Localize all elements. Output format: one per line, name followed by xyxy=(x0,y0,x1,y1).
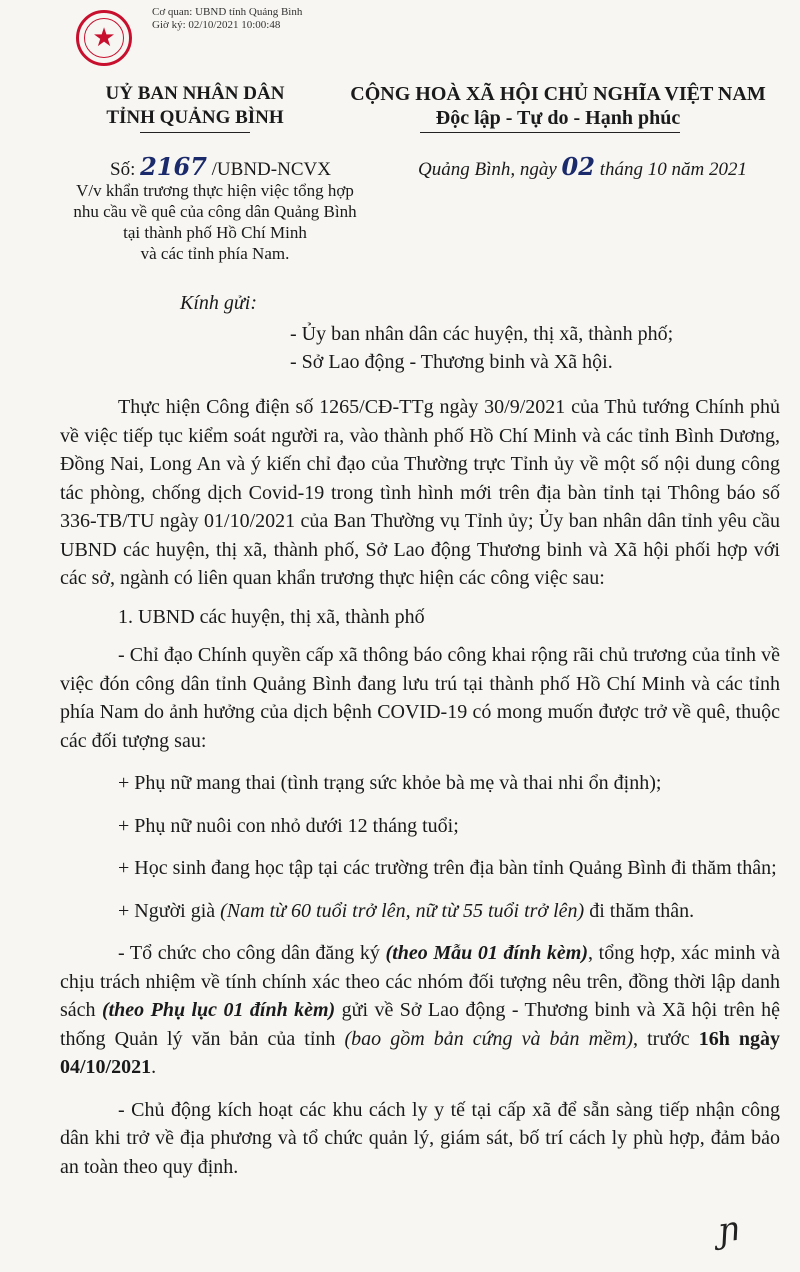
reg-text: gửi về Sở Lao động - Thương binh và Xã hội trên hệ thống Quản lý văn bản của tỉnh xyxy=(60,999,780,1050)
group-item: + Phụ nữ nuôi con nhỏ dưới 12 tháng tuổi; xyxy=(118,814,459,837)
elderly-text: + Người già xyxy=(118,899,221,922)
group-item: + Phụ nữ mang thai (tình trạng sức khỏe bà mẹ và thai nhi ổn định); xyxy=(118,772,662,794)
reg-text: , trước xyxy=(633,1027,699,1050)
paragraph-announce: - Chỉ đạo Chính quyền cấp xã thông báo công khai rộng rãi chủ trương của tỉnh về việc đón công dân tỉnh Quảng Bình đang lưu trú tại thành phố Hồ Chí Minh và các tỉnh phía Nam do ảnh hưởng của dịch bệnh COVID-19 có mong muốn được trở về quê, thuộc các đối tượng sau: xyxy=(60,644,780,752)
subject-line: tại thành phố Hồ Chí Minh xyxy=(123,223,307,242)
national-header xyxy=(338,82,778,130)
agency-line-1: UỶ BAN NHÂN DÂN xyxy=(105,83,285,104)
issuing-agency-header xyxy=(60,82,330,130)
digital-signature-info xyxy=(152,6,302,32)
document-subject xyxy=(56,180,374,264)
reg-text-end: . xyxy=(151,1056,157,1078)
doc-number-suffix: /UBND-NCVX xyxy=(206,159,331,180)
doc-number-handwritten: 2167 xyxy=(140,152,207,181)
group-item: + Học sinh đang học tập tại các trường trên địa bàn tỉnh Quảng Bình đi thăm thân; xyxy=(118,857,777,879)
paragraph-quarantine: - Chủ động kích hoạt các khu cách ly y tế tại cấp xã để sẵn sàng tiếp nhận công dân khi trở về địa phương và tổ chức quản lý, giám sát, bố trí cách ly phù hợp, đảm bảo an toàn theo quy định. xyxy=(60,1098,780,1178)
reg-text: - Tổ chức cho công dân đăng ký xyxy=(118,942,386,964)
recipient-item: - Ủy ban nhân dân các huyện, thị xã, thành phố; xyxy=(290,323,674,345)
document-body xyxy=(60,393,780,1181)
subject-line: và các tỉnh phía Nam. xyxy=(140,244,290,263)
document-date xyxy=(418,152,747,181)
reg-deadline: 16h ngày 04/10/2021 xyxy=(60,1027,780,1078)
recipient-item: - Sở Lao động - Thương binh và Xã hội. xyxy=(290,351,613,373)
group-item-elderly xyxy=(60,897,780,926)
national-title: CỘNG HOÀ XÃ HỘI CHỦ NGHĨA VIỆT NAM xyxy=(350,83,766,105)
recipients-list xyxy=(290,320,673,376)
date-day-handwritten: 02 xyxy=(561,152,595,181)
greeting: Kính gửi: xyxy=(180,292,258,314)
motto-underline xyxy=(420,132,680,133)
paragraph-registration xyxy=(60,939,780,1082)
national-motto: Độc lập - Tự do - Hạnh phúc xyxy=(435,107,681,129)
elderly-criteria: (Nam từ 60 tuổi trở lên, nữ từ 55 tuổi trở lên) xyxy=(220,899,585,922)
date-suffix: tháng 10 năm 2021 xyxy=(594,159,747,180)
agency-line-2: TỈNH QUẢNG BÌNH xyxy=(106,107,284,128)
section-heading: 1. UBND các huyện, thị xã, thành phố xyxy=(118,605,425,628)
reg-copy-note: (bao gồm bản cứng và bản mềm) xyxy=(344,1027,634,1050)
reg-text: , tổng hợp, xác minh và chịu trách nhiệm về tính chính xác theo các nhóm đối tượng nêu trên, đồng thời lập danh sách xyxy=(60,942,780,1021)
handwritten-initials: ɲ xyxy=(715,1208,743,1252)
reg-appendix-ref: (theo Phụ lục 01 đính kèm) xyxy=(101,999,336,1021)
date-prefix: Quảng Bình, ngày xyxy=(418,159,562,180)
elderly-text-end: đi thăm thân. xyxy=(584,899,695,922)
subject-line: nhu cầu về quê của công dân Quảng Bình xyxy=(73,202,357,221)
document-number xyxy=(110,152,331,181)
subject-line: V/v khẩn trương thực hiện việc tổng hợp xyxy=(76,181,354,200)
state-emblem-seal xyxy=(76,10,132,66)
intro-paragraph: Thực hiện Công điện số 1265/CĐ-TTg ngày 30/9/2021 của Thủ tướng Chính phủ về việc tiếp tục kiểm soát người ra, vào thành phố Hồ Chí Minh và các tỉnh Bình Dương, Đồng Nai, Long An và ý kiến chỉ đạo của Thường trực Tỉnh ủy về một số nội dung công tác phòng, chống dịch Covid-19 trong tình hình mới trên địa bàn tỉnh tại Thông báo số 336-TB/TU ngày 01/10/2021 của Ban Thường vụ Tỉnh ủy; Ủy ban nhân dân tỉnh yêu cầu UBND các huyện, thị xã, thành phố, Sở Lao động Thương binh và Xã hội phối hợp với các sở, ngành có liên quan khẩn trương thực hiện các công việc sau: xyxy=(60,396,780,589)
agency-underline xyxy=(140,132,250,133)
signature-agency: Cơ quan: UBND tỉnh Quảng Bình xyxy=(152,6,303,18)
star-emblem-icon: ★ xyxy=(92,23,116,52)
signature-time: Giờ ký: 02/10/2021 10:00:48 xyxy=(152,19,281,31)
reg-form-ref: (theo Mẫu 01 đính kèm) xyxy=(385,942,589,964)
doc-number-prefix: Số: xyxy=(110,159,141,180)
